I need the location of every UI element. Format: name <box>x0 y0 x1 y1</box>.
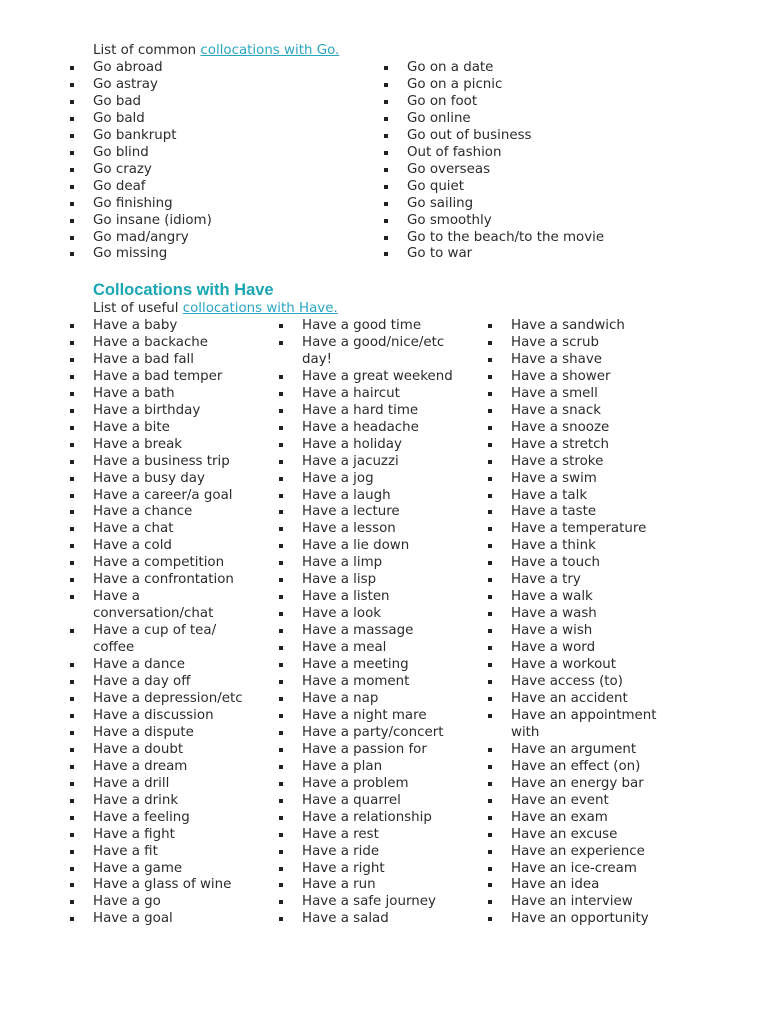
list-item: Out of fashion <box>407 145 707 162</box>
list-item: Go bankrupt <box>93 128 353 145</box>
list-item: Have a look <box>302 606 462 623</box>
list-item: Have a stretch <box>511 437 669 454</box>
list-item: Have a talk <box>511 488 669 505</box>
list-item: Have a depression/etc <box>93 691 258 708</box>
list-item: Have a ride <box>302 844 462 861</box>
go-collocations-link[interactable]: collocations with Go. <box>200 43 340 58</box>
list-item: Have a drill <box>93 776 258 793</box>
list-item: Have a chat <box>93 521 258 538</box>
list-item: Have a lisp <box>302 572 462 589</box>
list-item: Have a wish <box>511 623 669 640</box>
list-item: Go bald <box>93 111 353 128</box>
list-item: Have a lecture <box>302 504 462 521</box>
list-item: Have a break <box>93 437 258 454</box>
list-item: Have a dance <box>93 657 258 674</box>
list-item: Have a laugh <box>302 488 462 505</box>
go-intro-text: List of common <box>93 43 201 58</box>
list-item: Have a business trip <box>93 454 258 471</box>
list-item: Go overseas <box>407 162 707 179</box>
list-item: Have a scrub <box>511 335 669 352</box>
list-item: Have a quarrel <box>302 793 462 810</box>
list-item: Go quiet <box>407 179 707 196</box>
list-item: Have a passion for <box>302 742 462 759</box>
list-item: Have an exam <box>511 810 669 827</box>
list-item: Have a lesson <box>302 521 462 538</box>
have-collocations-link[interactable]: collocations with Have. <box>182 301 338 316</box>
list-item: Have a goal <box>93 911 258 928</box>
list-item: Have a snack <box>511 403 669 420</box>
list-item: Go to war <box>407 246 707 263</box>
list-item: Have a jog <box>302 471 462 488</box>
list-item: Go sailing <box>407 196 707 213</box>
list-item: Have a stroke <box>511 454 669 471</box>
list-item: Have an ice-cream <box>511 861 669 878</box>
list-item: Have an effect (on) <box>511 759 669 776</box>
list-item: Have a career/a goal <box>93 488 258 505</box>
list-item: Have a bath <box>93 386 258 403</box>
list-item: Go bad <box>93 94 353 111</box>
list-item: Have a word <box>511 640 669 657</box>
list-item: Have an accident <box>511 691 669 708</box>
list-item: Have a massage <box>302 623 462 640</box>
list-item: Go smoothly <box>407 213 707 230</box>
list-item: Have a plan <box>302 759 462 776</box>
list-item: Have a bad fall <box>93 352 258 369</box>
list-item: Have an energy bar <box>511 776 669 793</box>
list-item: Have a great weekend <box>302 369 462 386</box>
list-item: Have a busy day <box>93 471 258 488</box>
list-item: Have a touch <box>511 555 669 572</box>
list-item: Have a think <box>511 538 669 555</box>
list-item: Have a drink <box>93 793 258 810</box>
list-item: Have a conversation/chat <box>93 589 258 623</box>
list-item: Have a try <box>511 572 669 589</box>
list-item: Have a cup of tea/ coffee <box>93 623 258 657</box>
list-item: Have a chance <box>93 504 258 521</box>
have-list-column-3 <box>511 318 669 928</box>
list-item: Have access (to) <box>511 674 669 691</box>
list-item: Have a snooze <box>511 420 669 437</box>
list-item: Have a dispute <box>93 725 258 742</box>
list-item: Go on foot <box>407 94 707 111</box>
list-item: Have a good/nice/etc day! <box>302 335 462 369</box>
list-item: Have a doubt <box>93 742 258 759</box>
list-item: Have a limp <box>302 555 462 572</box>
list-item: Have a wash <box>511 606 669 623</box>
list-item: Go mad/angry <box>93 230 353 247</box>
list-item: Go out of business <box>407 128 707 145</box>
have-intro <box>93 300 338 317</box>
list-item: Have a taste <box>511 504 669 521</box>
list-item: Have a jacuzzi <box>302 454 462 471</box>
list-item: Have an idea <box>511 877 669 894</box>
list-item: Have a problem <box>302 776 462 793</box>
list-item: Go crazy <box>93 162 353 179</box>
list-item: Have an event <box>511 793 669 810</box>
list-item: Have a good time <box>302 318 462 335</box>
list-item: Go on a date <box>407 60 707 77</box>
list-item: Have a smell <box>511 386 669 403</box>
list-item: Have a temperature <box>511 521 669 538</box>
go-list-column-2 <box>407 60 707 263</box>
have-intro-text: List of useful <box>93 301 183 316</box>
list-item: Have a day off <box>93 674 258 691</box>
list-item: Go on a picnic <box>407 77 707 94</box>
list-item: Have a headache <box>302 420 462 437</box>
list-item: Have a game <box>93 861 258 878</box>
list-item: Have a hard time <box>302 403 462 420</box>
list-item: Have a listen <box>302 589 462 606</box>
list-item: Go to the beach/to the movie <box>407 230 707 247</box>
list-item: Have a rest <box>302 827 462 844</box>
list-item: Have a right <box>302 861 462 878</box>
list-item: Go insane (idiom) <box>93 213 353 230</box>
list-item: Have a safe journey <box>302 894 462 911</box>
list-item: Have a competition <box>93 555 258 572</box>
list-item: Have a meal <box>302 640 462 657</box>
list-item: Have a feeling <box>93 810 258 827</box>
list-item: Go deaf <box>93 179 353 196</box>
list-item: Have a lie down <box>302 538 462 555</box>
list-item: Have a relationship <box>302 810 462 827</box>
have-section-heading: Collocations with Have <box>93 281 274 299</box>
have-list-column-2 <box>302 318 462 928</box>
list-item: Have an appointment with <box>511 708 669 742</box>
list-item: Have a baby <box>93 318 258 335</box>
go-list-column-1 <box>93 60 353 263</box>
go-intro <box>93 42 339 59</box>
list-item: Have a salad <box>302 911 462 928</box>
list-item: Have a fit <box>93 844 258 861</box>
list-item: Have a dream <box>93 759 258 776</box>
list-item: Go blind <box>93 145 353 162</box>
list-item: Have a discussion <box>93 708 258 725</box>
list-item: Have a backache <box>93 335 258 352</box>
list-item: Go abroad <box>93 60 353 77</box>
list-item: Have a bite <box>93 420 258 437</box>
list-item: Have a bad temper <box>93 369 258 386</box>
list-item: Have a go <box>93 894 258 911</box>
list-item: Go astray <box>93 77 353 94</box>
list-item: Have a night mare <box>302 708 462 725</box>
list-item: Go finishing <box>93 196 353 213</box>
list-item: Have an interview <box>511 894 669 911</box>
list-item: Have an argument <box>511 742 669 759</box>
list-item: Have a moment <box>302 674 462 691</box>
list-item: Have a confrontation <box>93 572 258 589</box>
list-item: Have a holiday <box>302 437 462 454</box>
list-item: Have an excuse <box>511 827 669 844</box>
list-item: Go online <box>407 111 707 128</box>
list-item: Have an experience <box>511 844 669 861</box>
list-item: Have a meeting <box>302 657 462 674</box>
list-item: Have a glass of wine <box>93 877 258 894</box>
list-item: Have a haircut <box>302 386 462 403</box>
list-item: Have a shower <box>511 369 669 386</box>
list-item: Have a cold <box>93 538 258 555</box>
list-item: Have a run <box>302 877 462 894</box>
list-item: Have an opportunity <box>511 911 669 928</box>
list-item: Have a shave <box>511 352 669 369</box>
list-item: Have a swim <box>511 471 669 488</box>
list-item: Have a workout <box>511 657 669 674</box>
list-item: Have a birthday <box>93 403 258 420</box>
have-list-column-1 <box>93 318 258 928</box>
list-item: Have a fight <box>93 827 258 844</box>
list-item: Have a nap <box>302 691 462 708</box>
list-item: Have a sandwich <box>511 318 669 335</box>
list-item: Have a walk <box>511 589 669 606</box>
list-item: Have a party/concert <box>302 725 462 742</box>
list-item: Go missing <box>93 246 353 263</box>
